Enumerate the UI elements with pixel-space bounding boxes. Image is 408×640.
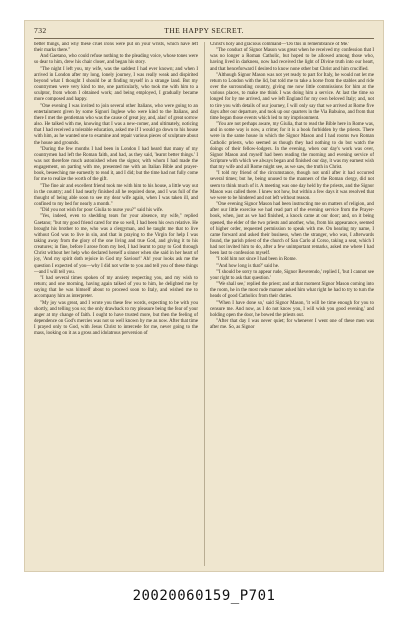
right-column	[210, 42, 374, 566]
paragraph: better things, and why these cruel irons were put on your wrists, which have left their marks there."	[34, 42, 198, 54]
paragraph: "The fine air and excellent friend took me with him to his house, a little way out in the country; and I had nearly finished all he required done, and I was full of the thought of being able soon to see my dear wife again, when I was taken ill, and confined to my bed for nearly a month."	[34, 183, 198, 208]
paragraph: "I told my friend of the circumstance, though not until after it had occurred several times; but he, being unused to the manners of the Roman clergy, did not seem to think much of it. A meeting was one day held by the priests, and the Signor Mason was called there. I knew not how, but within a few days it was resolved that we were to be hindered and not left without reason.	[210, 171, 374, 201]
left-column	[34, 42, 198, 566]
paragraph: "The night I left you, my wife, was the saddest I had ever known; and when I arrived in London after my long, lonely journey, I was really weak and dispirited beyond what I thought I should be at finding myself in a strange land. But my countrymen were very kind to me, one particularly, who took me with him to a sculptor, from whom I obtained work; and being employed, I gradually became more composed and happy.	[34, 66, 198, 103]
paragraph: "Did you not wish for poor Giulia to nurse you?" said his wife.	[40, 208, 164, 214]
paragraph: "One evening Signor Mason had been instructing me on matters of religion, and after our little exercise we had read part of the evening service from the Prayer-book, when, just as we had finished, a knock came at our door; and, on it being opened, the elder of the two priests and another, who, from his appearance, seemed of higher order, requested permission to speak with me. On hearing my name, I came forward and asked their business, when the stranger, who was, I afterwards found, the parish priest of the church of San Carlo al Corso, taking a seat, which I had not invited him to do, after a few unimportant remarks, asked me where I had been last to confession myself.	[210, 202, 374, 257]
paragraph: "You are not perhaps aware, my Giulia, that to read the Bible here in Rome was, and in some way is now, a crime; for it is a book forbidden by the priests. There were in the same house in which the Signor Mason and I had rooms two Roman Catholic priests, who seemed as though they had nothing to do but watch the doings of their fellow-lodgers. In the evening, when our day's work was over, Signor Mason and myself had been reading the morning and evening service of Scripture with which we always began and finished our day, it was my earnest wish that my wife and all Rome might see, as we saw, the truth in Christ.	[210, 122, 374, 171]
paragraph: "The conduct of Signor Mason was great when he received my confession that I was no longer a Roman Catholic, but hoped to be allowed among those who, having lived in darkness, now had received the light of Divine truth into our heart, and that henceforward I desired to know none other but Christ and him crucified.	[210, 48, 374, 72]
paragraph: "I told him not since I had been in Rome.	[216, 257, 297, 263]
paragraph: "'And how long is that?' said he.	[216, 263, 280, 269]
scan-caption: 20020060159_P701	[132, 588, 276, 604]
header-rule	[34, 38, 374, 39]
paragraph: "Although Signor Mason was not yet ready to part for Italy, he would not let me return to London with the lid, but told me to take a horse from the stables and ride over the surrounding country, giving me now little commissions for him at the various places, to make me think I was doing him a service. At last the time so longed for by me arrived, and we left England for my own beloved Italy; and, not to tire you with details of our journey, I will only say that we arrived at Rome five days after our departure, and took up our quarters in the Via Babuino, and from that time began those events which led to my imprisonment.	[210, 72, 374, 121]
column-divider	[204, 42, 205, 566]
paragraph: "After that day I was never quiet; for whenever I went one of these men was after me. So, as Signor	[210, 319, 374, 331]
paragraph: "Yes, indeed, even to shedding tears for your absence, my wife," replied Gaetano; "but my good friend cared for me so well, I had been his own relative. He brought his brother to me, who was a clergyman, and he taught me that to live without God was to live in sin, and that in praying to the Virgin for help I was taking away from the glory of the one living and true God, and giving it to his creatures; in fine, before I arose from my bed, I had learnt to pray to God through Christ without her help who declared herself a sinner when she said in her heart of joy, 'And my spirit doth rejoice in God my Saviour!' Ah! your looks ask me the question I expected of you—why I did not write to you and tell you of these things—and I will tell you.	[34, 214, 198, 275]
text-columns	[34, 42, 374, 566]
paragraph: "'I should be sorry to appear rude, Signor Reverendo,' replied I, 'but I cannot see your right to ask that question.'	[210, 269, 374, 281]
paragraph: "'We shall see,' replied the priest; and at that moment Signor Mason coming into the room, he in the most rude manner asked him what right he had to try to turn the heads of good Catholics from their duties.	[210, 282, 374, 300]
paragraph: "My joy was great, and I wrote you these few words, expecting to be with you shortly, and telling you so; the only drawback to my pleasure being the fear of your anger at my change of faith. I ought to have trusted more, but then the feeling of dependence on God's mercies was not so well known by me as now. After that time I prayed only to God, with Jesus Christ to intercede for me, never going to the mass, looking on it as a gross and idolatrous perversion of	[34, 300, 198, 337]
page-header	[34, 26, 374, 38]
page-number: 732	[34, 26, 47, 35]
paragraph: Christ's holy and gracious command—'Do this in remembrance of Me.'	[210, 42, 350, 47]
paragraph: "'When I have done so,' said Signor Mason, 'it will be time enough for you to censure me. And now, as I do not know you, I will wish you good evening,' and holding open the door, he bowed the priests out.	[210, 300, 374, 318]
book-page	[24, 20, 384, 572]
paragraph: "One evening I was invited to join several other Italians, who were going to an entertainment given by some Signori Inglese who were kind to the Italians, and there I met the gentleman who was the cause of great joy, and, alas! of great sorrow also. He talked with me, knowing that I was a new-comer, and ultimately, noticing that I had received a tolerable education, asked me if I would go down to his house with him, as he wanted one to examine and repair various pieces of sculpture about the house and grounds.	[34, 103, 198, 146]
paragraph: And Gaetano, who could refuse nothing to the pleading voice, whose tones were so dear to him, drew his chair closer, and began his story.	[34, 54, 198, 66]
paragraph: "I had several times spoken of my anxiety respecting you, and my wish to return; and one morning, having again talked of you to him, he delighted me by saying that he was himself about to proceed soon to Italy, and wished me to accompany him as interpreter.	[34, 275, 198, 300]
running-title: THE HAPPY SECRET.	[164, 26, 244, 35]
paragraph: "During the few months I had been in London I had heard that many of my countrymen had left the Roman faith, and had, as they said, 'learnt better things.' I was not therefore much astonished when the signor, with whom I had made the engagement, on parting with me, presented me with an Italian Bible and prayer-book, beseeching me earnestly to read it, and I did; but the time had not fully come for me to realize the worth of the gift.	[34, 146, 198, 183]
